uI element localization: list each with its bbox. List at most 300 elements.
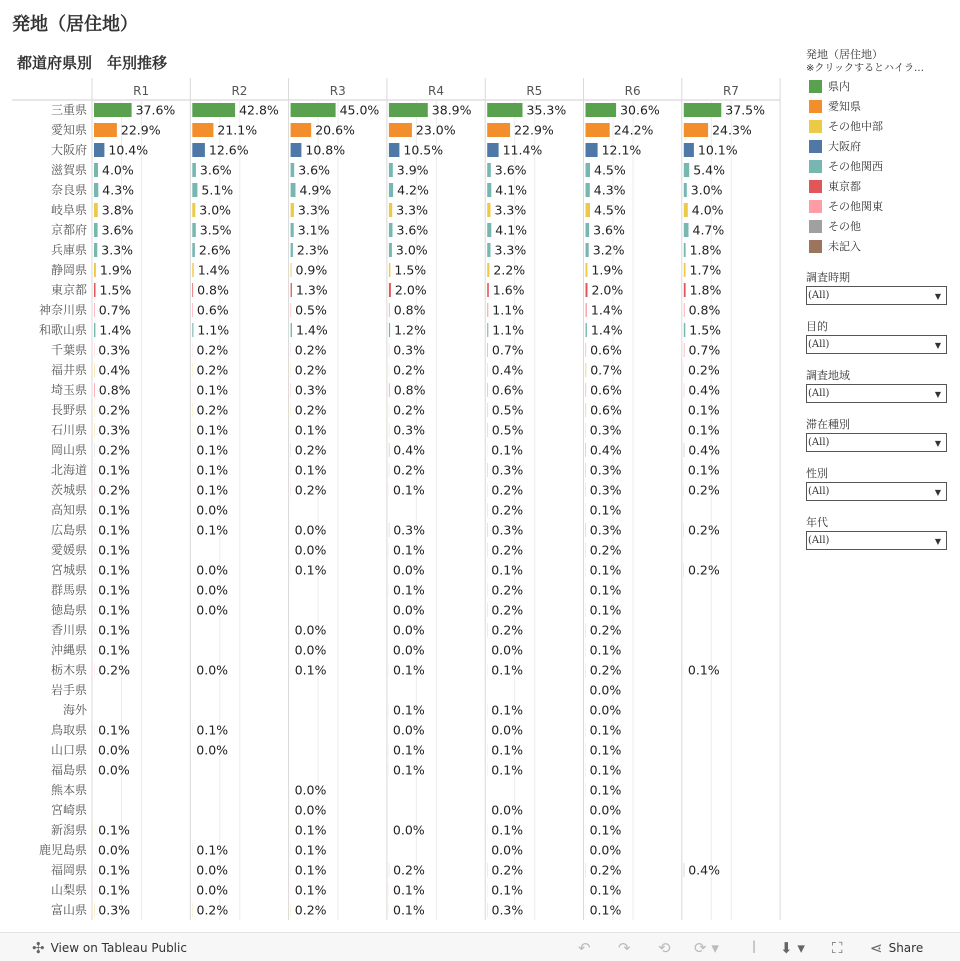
legend-label: その他中部 <box>828 118 883 134</box>
bar[interactable] <box>684 243 686 257</box>
data-label: 12.1% <box>602 143 642 158</box>
data-label: 0.1% <box>590 723 622 738</box>
filter-label: 年代 <box>806 515 956 531</box>
data-label: 0.3% <box>393 423 425 438</box>
data-label: 0.1% <box>295 663 327 678</box>
data-label: 0.1% <box>491 883 523 898</box>
bar[interactable] <box>389 383 390 397</box>
data-label: 3.6% <box>298 163 330 178</box>
bar[interactable] <box>684 183 687 197</box>
bar[interactable] <box>291 223 294 237</box>
bar[interactable] <box>94 123 117 137</box>
year-label: R2 <box>231 84 247 98</box>
bar[interactable] <box>487 383 488 397</box>
legend-item[interactable] <box>806 76 956 96</box>
bar[interactable] <box>94 143 104 157</box>
bar[interactable] <box>192 243 195 257</box>
data-label: 0.1% <box>196 443 228 458</box>
view-on-tableau-link[interactable] <box>32 939 187 957</box>
bar[interactable] <box>192 263 193 277</box>
bar[interactable] <box>586 143 598 157</box>
bar[interactable] <box>192 323 193 337</box>
filter-dropdown[interactable] <box>806 286 947 305</box>
bar[interactable] <box>94 103 132 117</box>
data-label: 0.2% <box>688 483 720 498</box>
data-label: 0.4% <box>590 443 622 458</box>
row-label: 大阪府 <box>51 142 87 157</box>
data-label: 3.5% <box>200 223 232 238</box>
tableau-icon: ✣ <box>32 939 45 957</box>
filter-dropdown[interactable] <box>806 335 947 354</box>
data-label: 0.0% <box>491 643 523 658</box>
data-label: 0.1% <box>196 483 228 498</box>
data-label: 2.0% <box>395 283 427 298</box>
bar[interactable] <box>487 103 522 117</box>
bar[interactable] <box>684 263 686 277</box>
bar[interactable] <box>389 143 400 157</box>
filter-dropdown[interactable] <box>806 482 947 501</box>
data-label: 3.8% <box>102 203 134 218</box>
bar[interactable] <box>94 283 96 297</box>
row-label: 香川県 <box>51 623 87 637</box>
data-label: 0.0% <box>196 583 228 598</box>
data-label: 0.0% <box>196 883 228 898</box>
data-label: 0.1% <box>590 823 622 838</box>
data-label: 0.0% <box>295 803 327 818</box>
filter-dropdown[interactable] <box>806 433 947 452</box>
chart-subtitle: 都道府県別 年別推移 <box>17 52 167 73</box>
legend-label: 愛知県 <box>828 98 861 114</box>
filter-value: (All) <box>808 535 829 546</box>
chevron-down-icon: ▼ <box>935 533 941 550</box>
row-label: 長野県 <box>51 403 87 417</box>
year-label: R1 <box>133 84 149 98</box>
filter-label: 滞在種別 <box>806 417 956 433</box>
data-label: 0.0% <box>393 623 425 638</box>
legend-item[interactable] <box>806 116 956 136</box>
bar[interactable] <box>586 163 591 177</box>
data-label: 0.1% <box>98 563 130 578</box>
data-label: 0.1% <box>98 523 130 538</box>
data-label: 0.5% <box>492 403 524 418</box>
undo-button[interactable] <box>578 939 591 957</box>
bar[interactable] <box>487 303 488 317</box>
data-label: 0.1% <box>196 723 228 738</box>
data-label: 0.1% <box>295 843 327 858</box>
bar[interactable] <box>94 323 95 337</box>
bar[interactable] <box>487 183 491 197</box>
bar[interactable] <box>487 163 491 177</box>
legend-item[interactable] <box>806 96 956 116</box>
data-label: 0.1% <box>688 463 720 478</box>
data-label: 0.4% <box>98 363 130 378</box>
bar[interactable] <box>192 143 205 157</box>
bar[interactable] <box>684 203 688 217</box>
bar[interactable] <box>586 323 587 337</box>
row-label: 岡山県 <box>51 443 87 457</box>
legend-item[interactable] <box>806 176 956 196</box>
bar[interactable] <box>94 263 96 277</box>
legend-swatch <box>809 220 822 233</box>
data-label: 0.5% <box>492 423 524 438</box>
data-label: 0.1% <box>196 843 228 858</box>
data-label: 0.1% <box>393 583 425 598</box>
data-label: 5.1% <box>201 183 233 198</box>
bar[interactable] <box>389 263 391 277</box>
data-label: 3.6% <box>102 223 134 238</box>
legend-swatch <box>809 120 822 133</box>
legend-label: その他関東 <box>828 198 883 214</box>
data-label: 0.2% <box>590 663 622 678</box>
bar[interactable] <box>586 363 587 377</box>
data-label: 1.5% <box>394 263 426 278</box>
data-label: 0.1% <box>393 663 425 678</box>
data-label: 0.2% <box>393 363 425 378</box>
bar[interactable] <box>94 183 98 197</box>
year-label: R4 <box>428 84 444 98</box>
legend-swatch <box>809 100 822 113</box>
data-label: 3.3% <box>101 243 133 258</box>
fullscreen-button[interactable] <box>832 939 849 957</box>
filter-dropdown[interactable] <box>806 384 947 403</box>
data-label: 0.2% <box>197 403 229 418</box>
bar[interactable] <box>487 323 488 337</box>
data-label: 0.1% <box>295 463 327 478</box>
data-label: 11.4% <box>503 143 543 158</box>
data-label: 0.2% <box>295 443 327 458</box>
data-label: 4.5% <box>594 203 626 218</box>
bar[interactable] <box>291 143 302 157</box>
data-label: 0.0% <box>393 563 425 578</box>
bar[interactable] <box>684 163 689 177</box>
chevron-down-icon: ▼ <box>935 484 941 501</box>
bar[interactable] <box>291 323 292 337</box>
bar[interactable] <box>192 183 197 197</box>
bar[interactable] <box>291 303 292 317</box>
data-label: 0.2% <box>491 863 523 878</box>
bar[interactable] <box>487 123 510 137</box>
data-label: 0.1% <box>590 883 622 898</box>
data-label: 0.0% <box>295 643 327 658</box>
bar[interactable] <box>487 263 489 277</box>
bar[interactable] <box>586 203 591 217</box>
data-label: 0.2% <box>295 903 327 918</box>
bar[interactable] <box>192 283 193 297</box>
data-label: 4.0% <box>692 203 724 218</box>
data-label: 4.9% <box>300 183 332 198</box>
data-label: 0.2% <box>590 543 622 558</box>
chevron-down-icon: ▼ <box>935 386 941 403</box>
chevron-down-icon: ▼ <box>935 435 941 452</box>
bar[interactable] <box>94 163 98 177</box>
data-label: 0.1% <box>590 743 622 758</box>
redo-button[interactable] <box>618 939 631 957</box>
data-label: 24.2% <box>614 123 654 138</box>
bar[interactable] <box>487 223 491 237</box>
bar[interactable] <box>487 283 489 297</box>
bar[interactable] <box>586 103 617 117</box>
bar[interactable] <box>684 283 686 297</box>
bar[interactable] <box>389 303 390 317</box>
row-label: 栃木県 <box>51 662 87 677</box>
data-label: 3.6% <box>397 223 429 238</box>
legend-item[interactable] <box>806 216 956 236</box>
row-label: 京都府 <box>51 222 87 237</box>
data-label: 2.3% <box>297 243 329 258</box>
bar[interactable] <box>487 143 498 157</box>
chevron-down-icon: ▼ <box>935 337 941 354</box>
data-label: 0.2% <box>393 463 425 478</box>
bar[interactable] <box>586 223 590 237</box>
legend-swatch <box>809 200 822 213</box>
bar[interactable] <box>94 303 95 317</box>
fullscreen-icon: ⛶ <box>832 939 843 957</box>
data-label: 0.1% <box>295 823 327 838</box>
bar[interactable] <box>586 263 588 277</box>
data-label: 5.4% <box>693 163 725 178</box>
bar[interactable] <box>487 203 490 217</box>
row-label: 茨城県 <box>51 483 87 497</box>
data-label: 0.2% <box>393 403 425 418</box>
bar[interactable] <box>291 203 294 217</box>
row-label: 鳥取県 <box>51 723 87 737</box>
bar[interactable] <box>291 163 295 177</box>
bar[interactable] <box>586 283 588 297</box>
data-label: 1.8% <box>690 283 722 298</box>
bar[interactable] <box>94 243 97 257</box>
bar[interactable] <box>94 383 95 397</box>
data-label: 0.1% <box>491 663 523 678</box>
bar[interactable] <box>94 223 98 237</box>
bar[interactable] <box>684 123 708 137</box>
data-label: 0.4% <box>688 443 720 458</box>
filter-value: (All) <box>808 290 829 301</box>
bar[interactable] <box>487 423 488 437</box>
data-label: 0.4% <box>492 363 524 378</box>
bar[interactable] <box>487 243 490 257</box>
year-label: R3 <box>330 84 346 98</box>
data-label: 0.4% <box>688 863 720 878</box>
data-label: 0.1% <box>590 583 622 598</box>
bar[interactable] <box>192 303 193 317</box>
bar[interactable] <box>192 223 196 237</box>
data-label: 0.6% <box>590 403 622 418</box>
bar[interactable] <box>94 203 98 217</box>
data-label: 0.1% <box>98 583 130 598</box>
filter-group <box>806 368 956 403</box>
data-label: 21.1% <box>217 123 257 138</box>
row-label: 宮城県 <box>51 563 87 577</box>
data-label: 3.2% <box>593 243 625 258</box>
bar[interactable] <box>291 283 292 297</box>
filter-label: 性別 <box>806 466 956 482</box>
bar[interactable] <box>389 223 393 237</box>
data-label: 0.6% <box>590 343 622 358</box>
revert-button[interactable] <box>658 939 671 957</box>
filter-group <box>806 270 956 305</box>
data-label: 2.0% <box>592 283 624 298</box>
data-label: 45.0% <box>340 103 380 118</box>
data-label: 0.3% <box>590 463 622 478</box>
bar[interactable] <box>684 303 685 317</box>
legend-swatch <box>809 180 822 193</box>
filter-dropdown[interactable] <box>806 531 947 550</box>
refresh-button[interactable] <box>694 939 719 957</box>
data-label: 4.5% <box>594 163 626 178</box>
data-label: 0.8% <box>99 383 131 398</box>
data-label: 0.0% <box>393 643 425 658</box>
row-label: 新潟県 <box>51 823 87 837</box>
bar[interactable] <box>192 103 235 117</box>
bar[interactable] <box>487 403 488 417</box>
bar[interactable] <box>389 123 412 137</box>
data-label: 38.9% <box>432 103 472 118</box>
data-label: 10.4% <box>108 143 148 158</box>
data-label: 1.8% <box>690 243 722 258</box>
bar[interactable] <box>684 223 689 237</box>
row-label: 東京都 <box>51 282 87 297</box>
bar[interactable] <box>684 143 694 157</box>
bar[interactable] <box>586 183 590 197</box>
bar[interactable] <box>389 323 390 337</box>
row-label: 奈良県 <box>51 182 87 197</box>
data-label: 1.4% <box>591 323 623 338</box>
data-label: 0.1% <box>491 703 523 718</box>
data-label: 0.2% <box>98 403 130 418</box>
revert-icon: ⟲ <box>658 939 671 957</box>
bar[interactable] <box>487 343 488 357</box>
bar[interactable] <box>291 123 312 137</box>
bar[interactable] <box>586 123 610 137</box>
data-label: 0.2% <box>491 603 523 618</box>
data-label: 0.1% <box>393 743 425 758</box>
redo-icon: ↷ <box>618 939 631 957</box>
data-label: 22.9% <box>514 123 554 138</box>
row-label: 高知県 <box>51 502 87 517</box>
row-label: 沖縄県 <box>51 642 87 657</box>
data-label: 0.1% <box>590 503 622 518</box>
download-button[interactable] <box>780 939 805 957</box>
bar[interactable] <box>389 183 393 197</box>
data-label: 42.8% <box>239 103 279 118</box>
row-label: 愛媛県 <box>51 542 87 557</box>
legend-item[interactable] <box>806 236 956 256</box>
data-label: 0.1% <box>98 623 130 638</box>
data-label: 0.1% <box>491 443 523 458</box>
data-label: 2.2% <box>493 263 525 278</box>
data-label: 1.2% <box>394 323 426 338</box>
share-label: Share <box>889 941 924 955</box>
bar[interactable] <box>586 303 587 317</box>
data-label: 1.1% <box>197 323 229 338</box>
legend-item[interactable] <box>806 156 956 176</box>
filter-value: (All) <box>808 339 829 350</box>
bar[interactable] <box>291 243 293 257</box>
bar[interactable] <box>389 203 392 217</box>
filter-value: (All) <box>808 486 829 497</box>
data-label: 3.0% <box>396 243 428 258</box>
legend-item[interactable] <box>806 196 956 216</box>
data-label: 4.3% <box>102 183 134 198</box>
bar[interactable] <box>192 163 196 177</box>
bar[interactable] <box>586 243 589 257</box>
data-label: 0.2% <box>491 623 523 638</box>
bar[interactable] <box>291 103 336 117</box>
data-label: 0.2% <box>98 483 130 498</box>
data-label: 0.7% <box>689 343 721 358</box>
data-label: 0.1% <box>98 463 130 478</box>
data-label: 4.0% <box>102 163 134 178</box>
row-label: 千葉県 <box>51 342 87 357</box>
bar[interactable] <box>389 243 392 257</box>
bar[interactable] <box>586 383 587 397</box>
legend-panel <box>806 48 956 550</box>
row-label: 徳島県 <box>51 602 87 617</box>
bar[interactable] <box>586 343 587 357</box>
data-label: 0.2% <box>491 503 523 518</box>
data-label: 37.6% <box>136 103 176 118</box>
legend-label: その他 <box>828 218 861 234</box>
dashboard-title: 発地（居住地） <box>12 10 138 36</box>
legend-label: 東京都 <box>828 178 861 194</box>
data-label: 0.0% <box>393 723 425 738</box>
legend-swatch <box>809 160 822 173</box>
data-label: 1.1% <box>492 323 524 338</box>
data-label: 0.1% <box>590 563 622 578</box>
row-label: 鹿児島県 <box>39 842 87 857</box>
bar[interactable] <box>684 323 686 337</box>
data-label: 0.0% <box>196 663 228 678</box>
data-label: 4.1% <box>495 223 527 238</box>
data-label: 0.6% <box>590 383 622 398</box>
row-label: 岩手県 <box>51 682 87 697</box>
bar[interactable] <box>389 103 428 117</box>
data-label: 3.6% <box>495 163 527 178</box>
prefecture-bar-chart[interactable] <box>0 78 790 924</box>
data-label: 0.1% <box>295 883 327 898</box>
bar[interactable] <box>192 203 195 217</box>
data-label: 0.3% <box>98 423 130 438</box>
data-label: 0.1% <box>98 883 130 898</box>
data-label: 0.1% <box>491 563 523 578</box>
bar[interactable] <box>291 263 292 277</box>
data-label: 0.1% <box>590 643 622 658</box>
data-label: 35.3% <box>527 103 567 118</box>
data-label: 0.4% <box>688 383 720 398</box>
data-label: 0.1% <box>393 763 425 778</box>
data-label: 4.2% <box>397 183 429 198</box>
bar[interactable] <box>684 103 722 117</box>
legend-item[interactable] <box>806 136 956 156</box>
data-label: 0.0% <box>590 683 622 698</box>
bar[interactable] <box>192 123 213 137</box>
bar[interactable] <box>291 183 296 197</box>
share-button[interactable] <box>870 939 923 957</box>
data-label: 0.2% <box>197 903 229 918</box>
bar[interactable] <box>389 283 391 297</box>
row-label: 海外 <box>63 703 88 717</box>
data-label: 0.0% <box>196 563 228 578</box>
bar[interactable] <box>389 163 393 177</box>
download-icon: ⬇ ▾ <box>780 939 805 957</box>
data-label: 22.9% <box>121 123 161 138</box>
bar[interactable] <box>684 343 685 357</box>
bar[interactable] <box>586 403 587 417</box>
data-label: 0.1% <box>98 543 130 558</box>
data-label: 0.0% <box>196 863 228 878</box>
row-label: 宮崎県 <box>51 802 87 817</box>
row-label: 広島県 <box>51 523 87 537</box>
